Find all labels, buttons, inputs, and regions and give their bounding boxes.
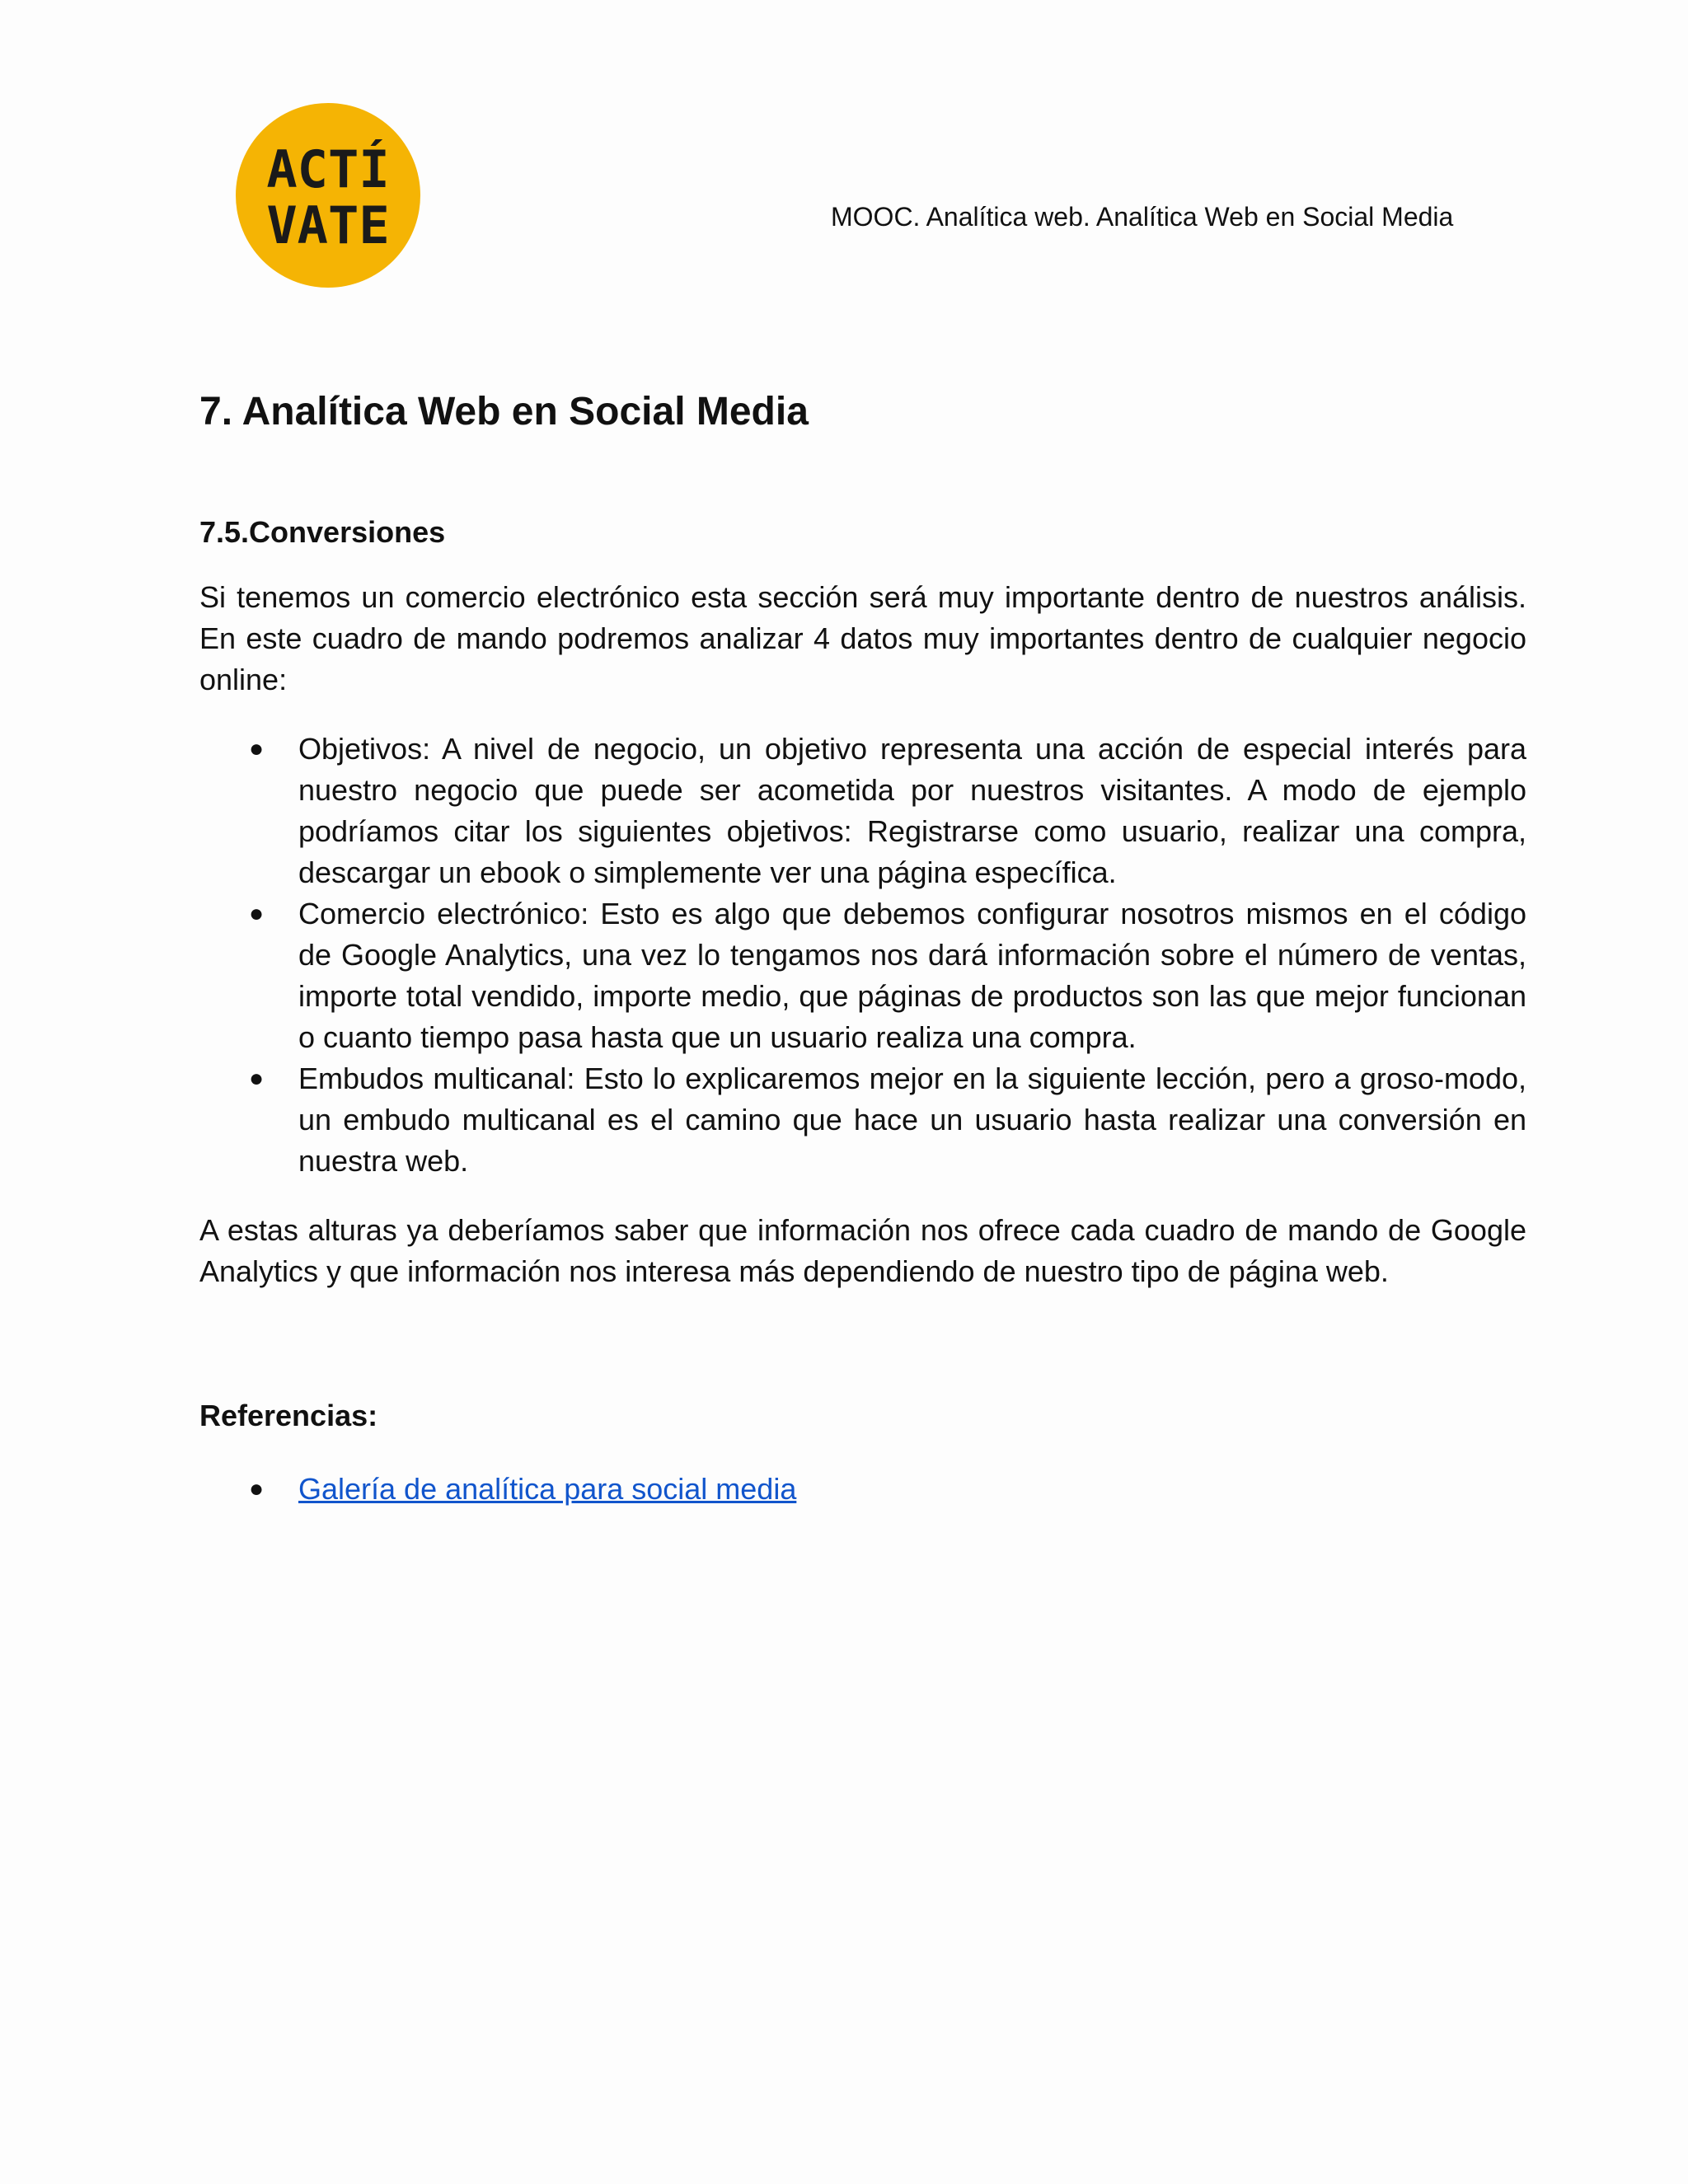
list-item-text: Objetivos: A nivel de negocio, un objetivo representa una acción de especial interés para nuestro negocio que puede ser acometida por nuestros visitantes. A modo de ejemplo podríamos citar los siguientes objetivos: Registrarse como usuario, realizar una compra, descargar un ebook o simplemente ver una página específica. [298,732,1526,889]
references-list [199,1469,1526,1510]
reference-link[interactable]: Galería de analítica para social media [298,1472,797,1506]
list-item [199,1058,1526,1182]
activate-logo [236,103,420,288]
intro-paragraph: Si tenemos un comercio electrónico esta sección será muy importante dentro de nuestros análisis. En este cuadro de mando podremos analizar 4 datos muy importantes dentro de cualquier negocio online: [199,580,1526,696]
logo-text-line2: VATE [266,195,390,255]
outro-paragraph: A estas alturas ya deberíamos saber que información nos ofrece cada cuadro de mando de Google Analytics y que información nos interesa más dependiendo de nuestro tipo de página web. [199,1213,1526,1288]
section-title: 7.5.Conversiones [199,515,446,549]
list-item-text: Embudos multicanal: Esto lo explicaremos mejor en la siguiente lección, pero a groso-modo, un embudo multicanal es el camino que hace un usuario hasta realizar una conversión en nuestra web. [298,1062,1526,1178]
page-title: 7. Analítica Web en Social Media [199,390,809,434]
bullet-icon: ● [249,1065,265,1092]
list-item-text: Comercio electrónico: Esto es algo que debemos configurar nosotros mismos en el código de Google Analytics, una vez lo tengamos nos dará información sobre el número de ventas, importe total vendido, importe medio, que páginas de productos son las que mejor funcionan o cuanto tiempo pasa hasta que un usuario realiza una compra. [298,897,1526,1054]
bullet-icon: ● [249,735,265,762]
reference-item [199,1469,1526,1510]
logo-text-line1: ACTÍ [266,139,390,199]
document-body [199,379,1526,1510]
header-course-title: MOOC. Analítica web. Analítica Web en Social Media [831,202,1454,232]
references-title: Referencias: [199,1399,378,1432]
bullet-icon: ● [249,1475,265,1502]
list-item [199,729,1526,893]
bullet-icon: ● [249,900,265,927]
bullet-list [199,729,1526,1182]
list-item [199,893,1526,1058]
